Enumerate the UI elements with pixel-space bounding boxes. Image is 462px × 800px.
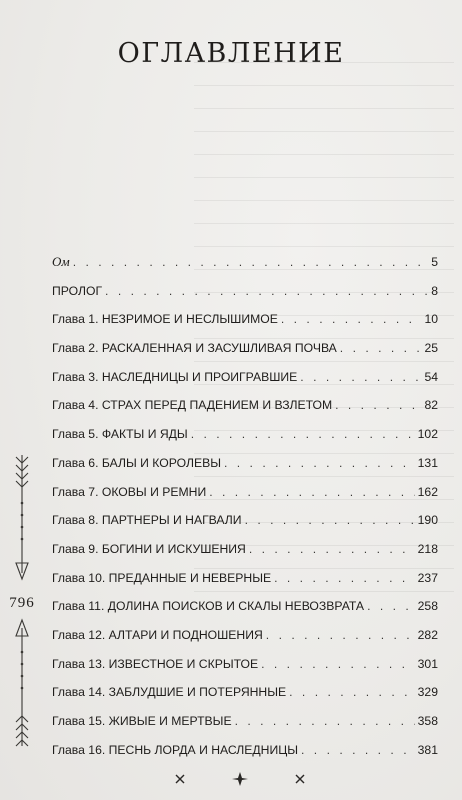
toc-entry[interactable] [52, 305, 438, 334]
toc-entry-title: Глава 8. ПАРТНЕРЫ И НАГВАЛИ [52, 513, 242, 528]
toc-entry[interactable] [52, 277, 438, 306]
toc-entry-page: 190 [417, 513, 438, 528]
toc-entry-page: 301 [417, 656, 438, 671]
toc-entry[interactable] [52, 592, 438, 621]
toc-entry[interactable] [52, 621, 438, 650]
toc-entry-title: Глава 1. НЕЗРИМОЕ И НЕСЛЫШИМОЕ [52, 312, 278, 327]
cross-star-cross-ornament-icon [0, 770, 462, 790]
toc-entry-title: Глава 14. ЗАБЛУДШИЕ И ПОТЕРЯННЫЕ [52, 685, 287, 700]
arrow-down-ornament-icon [12, 453, 32, 583]
toc-entry-title: Глава 6. БАЛЫ И КОРОЛЕВЫ [52, 455, 221, 470]
toc-entry-page: 25 [424, 341, 438, 356]
toc-entry-page: 131 [417, 455, 438, 470]
dot-leader [367, 592, 415, 621]
toc-entry[interactable] [52, 535, 438, 564]
toc-entry[interactable] [52, 564, 438, 593]
arrow-up-ornament-icon [12, 618, 32, 750]
dot-leader [209, 478, 414, 507]
dot-leader [281, 305, 422, 334]
toc-entry-page: 358 [417, 714, 438, 728]
dot-leader [245, 506, 415, 535]
toc-entry-page: 8 [431, 283, 438, 298]
toc-entry-page: 102 [417, 427, 438, 442]
toc-entry-title: ПРОЛОГ [52, 283, 103, 298]
toc-entry-title: Ом [52, 254, 70, 269]
toc-entry-page: 162 [417, 484, 438, 499]
toc-entry-page: 381 [417, 742, 438, 757]
toc-entry-title: Глава 7. ОКОВЫ И РЕМНИ [52, 484, 207, 499]
dot-leader [301, 736, 415, 765]
dot-leader [191, 420, 415, 449]
dot-leader [261, 650, 415, 679]
dot-leader [224, 449, 415, 478]
toc-entry[interactable] [52, 420, 438, 449]
toc-entry[interactable] [52, 678, 438, 707]
page-title: ОГЛАВЛЕНИЕ [117, 38, 345, 69]
toc-entry-page: 54 [424, 369, 438, 384]
toc-entry[interactable] [52, 650, 438, 679]
toc-entry-title: Глава 10. ПРЕДАННЫЕ И НЕВЕРНЫЕ [52, 570, 272, 585]
toc-entry[interactable] [52, 478, 438, 507]
toc-entry-page: 82 [424, 398, 438, 413]
toc-entry-title: Глава 2. РАСКАЛЕННАЯ И ЗАСУШЛИВАЯ ПОЧВА [52, 341, 337, 356]
page-number: 796 [9, 595, 35, 611]
toc-entry-title: Глава 5. ФАКТЫ И ЯДЫ [52, 427, 188, 442]
toc-entry-page: 218 [417, 541, 438, 556]
table-of-contents [52, 248, 438, 764]
dot-leader [289, 678, 415, 707]
toc-entry-title: Глава 9. БОГИНИ И ИСКУШЕНИЯ [52, 541, 246, 556]
dot-leader [274, 564, 415, 593]
dot-leader [105, 277, 428, 306]
toc-entry[interactable] [52, 736, 438, 765]
dot-leader [249, 535, 415, 564]
toc-entry-title: Глава 16. ПЕСНЬ ЛОРДА И НАСЛЕДНИЦЫ [52, 742, 299, 757]
toc-entry[interactable] [52, 363, 438, 392]
toc-entry[interactable] [52, 707, 438, 736]
toc-entry-page: 282 [417, 627, 438, 642]
dot-leader [300, 363, 421, 392]
toc-entry[interactable] [52, 449, 438, 478]
toc-entry-page: 329 [417, 685, 438, 700]
toc-entry-title: Глава 13. ИЗВЕСТНОЕ И СКРЫТОЕ [52, 656, 259, 671]
toc-entry-title: Глава 11. ДОЛИНА ПОИСКОВ И СКАЛЫ НЕВОЗВРАТА [52, 599, 365, 614]
toc-entry-title: Глава 15. ЖИВЫЕ И МЕРТВЫЕ [52, 714, 232, 728]
dot-leader [266, 621, 415, 650]
toc-entry[interactable] [52, 391, 438, 420]
toc-entry[interactable] [52, 506, 438, 535]
dot-leader [340, 334, 422, 363]
toc-entry-page: 10 [424, 312, 438, 327]
dot-leader [335, 391, 421, 420]
toc-entry-title: Глава 4. СТРАХ ПЕРЕД ПАДЕНИЕМ И ВЗЛЕТОМ [52, 398, 333, 413]
toc-entry-title: Глава 3. НАСЛЕДНИЦЫ И ПРОИГРАВШИЕ [52, 369, 298, 384]
toc-entry[interactable] [52, 334, 438, 363]
toc-entry-page: 5 [431, 255, 438, 269]
dot-leader [235, 707, 415, 736]
toc-entry-page: 258 [417, 599, 438, 614]
toc-entry-epigraph[interactable] [52, 248, 438, 277]
toc-entry-page: 237 [417, 570, 438, 585]
dot-leader [73, 248, 429, 277]
toc-entry-title: Глава 12. АЛТАРИ И ПОДНОШЕНИЯ [52, 627, 263, 642]
